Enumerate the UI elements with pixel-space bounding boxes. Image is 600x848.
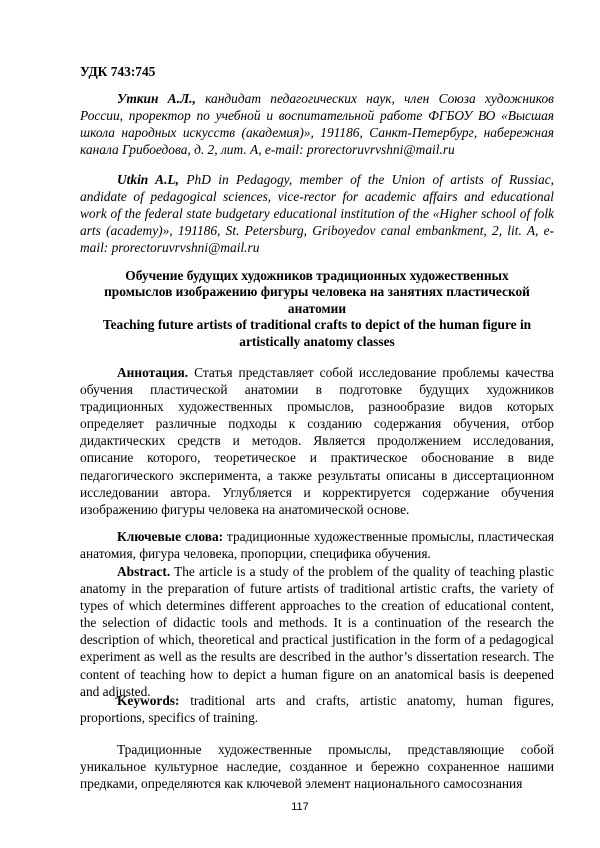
keywords-text-ru: традиционные художественные промыслы, пластическая анатомия, фигура человека, пропорции, специфика обучения. bbox=[80, 529, 555, 562]
keywords-en bbox=[80, 692, 554, 726]
udk-code: УДК 743:745 bbox=[80, 64, 156, 79]
keywords-ru bbox=[80, 528, 554, 562]
abstract-ru bbox=[80, 364, 554, 518]
author-details-ru: кандидат педагогических наук, член Союза художников России, проректор по учебной и воспитательной работе ФГБОУ ВО «Высшая школа народных искусств (академия)», 191186, Санкт-Петербург, набережная канала Грибоедова, д. 2, лит. А, e-mail: prorectoruvrvshni@mail.ru bbox=[80, 91, 554, 158]
abstract-en bbox=[80, 563, 554, 700]
abstract-label-ru: Аннотация. bbox=[117, 365, 189, 380]
page-number: 117 bbox=[291, 801, 309, 813]
article-title-block bbox=[80, 268, 554, 350]
author-name-en: Utkin A.L, bbox=[117, 172, 179, 187]
keywords-label-en: Keywords: bbox=[117, 693, 180, 708]
keywords-label-ru: Ключевые слова: bbox=[117, 529, 224, 544]
body-paragraph: Традиционные художественные промыслы, представляющие собой уникальное культурное наследие, созданное и бережно сохраненное нашими предками, определяются как ключевой элемент национального самосознания bbox=[80, 742, 554, 792]
author-info-ru bbox=[80, 90, 554, 158]
abstract-text-ru: Статья представляет собой исследование проблемы качества обучения пластической анатомии в подготовке будущих художников традиционных художественных промыслов, разнообразие видов которых определяет различные подходы к созданию содержания обучения, отбор дидактических средств и методов. Является продолжением исследования, описание которого, теоретическое и практическое обоснование в виде педагогического эксперимента, а также результаты описаны в диссертационном исследовании автора. Углубляется и корректируется содержание обучения изображению фигуры человека на анатомической основе. bbox=[80, 365, 554, 517]
article-title-en: Teaching future artists of traditional crafts to depict of the human figure in artistically anatomy classes bbox=[102, 317, 532, 349]
author-info-en bbox=[80, 171, 554, 256]
abstract-text-en: The article is a study of the problem of the quality of teaching plastic anatomy in the preparation of future artists of traditional artistic crafts, the variety of types of which determines different approaches to the creation of educational content, the selection of didactic tools and methods. It is a continuation of the research the description of which, theoretical and practical justification in the form of a pedagogical experiment as well as the results are described in the author’s dissertation research. The content of teaching how to depict a human figure on an anatomical basis is deepened and adjusted. bbox=[80, 564, 554, 699]
author-details-en: PhD in Pedagogy, member of the Union of artists of Russiac, andidate of pedagogical sciences, vice-rector for academic affairs and educational work of the federal state budgetary educational institution of the «Higher school of folk arts (academy)», 191186, St. Petersburg, Griboyedov canal embankment, 2, lit. A, e-mail: prorectoruvrvshni@mail.ru bbox=[80, 172, 554, 256]
author-name-ru: Уткин А.Л., bbox=[117, 91, 196, 106]
article-title-ru: Обучение будущих художников традиционных художественных промыслов изображению фигуры человека на занятиях пластической анатомии bbox=[104, 268, 530, 316]
keywords-text-en: traditional arts and crafts, artistic anatomy, human figures, proportions, specifics of training. bbox=[80, 693, 554, 726]
abstract-label-en: Abstract. bbox=[117, 564, 171, 579]
